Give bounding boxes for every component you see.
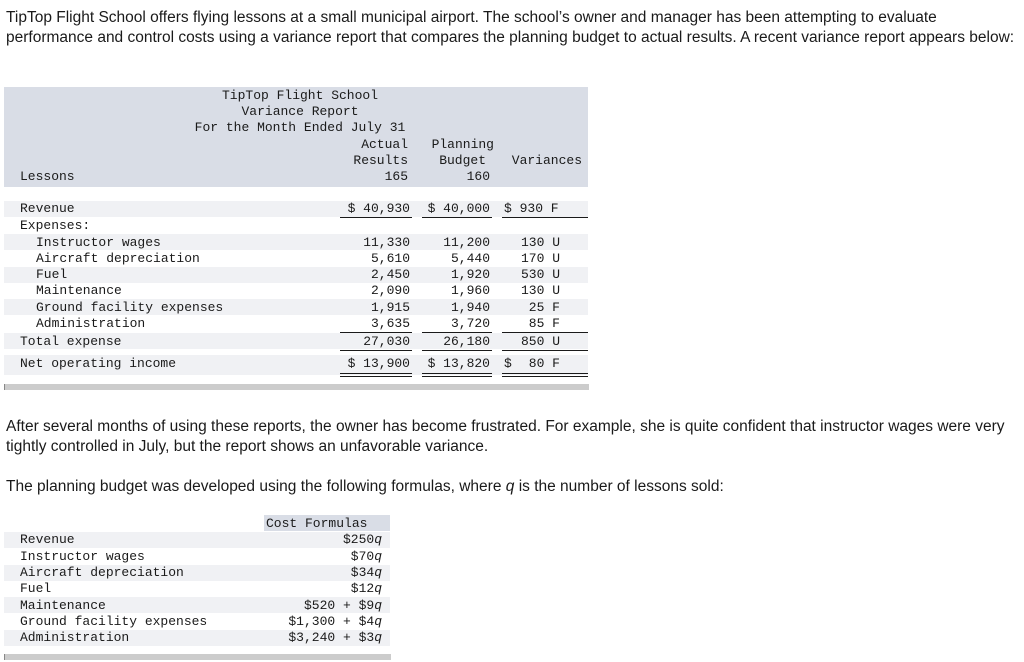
cost-formulas-header: Cost Formulas <box>266 516 368 531</box>
expense-variance: 130 U <box>520 235 560 250</box>
expense-variance: 170 U <box>520 251 560 266</box>
q-variable: q <box>505 478 515 495</box>
revenue-variance: $ 930 F <box>504 201 559 216</box>
formula-label: Aircraft depreciation <box>20 565 184 580</box>
noi-planning: $ 13,820 <box>427 356 490 371</box>
formula-text: $3,240 + $3 <box>288 630 375 645</box>
underline <box>502 350 588 351</box>
double-underline <box>422 373 492 377</box>
expense-variance: 130 U <box>520 283 560 298</box>
formula-q: q <box>374 598 382 613</box>
col-actual-header-1: Actual <box>361 137 408 152</box>
expense-planning: 1,920 <box>450 267 490 282</box>
expense-label: Fuel <box>36 267 68 282</box>
formula-text: $34 <box>350 565 375 580</box>
intro-paragraph: TipTop Flight School offers flying lessons at a small municipal airport. The school’s owner and manager has been attempting to evaluate performance and control costs using a variance report that compares the planning budget to actual results. A recent variance report appears below: <box>6 9 1015 46</box>
formula-value <box>260 549 382 564</box>
formula-label: Instructor wages <box>20 549 145 564</box>
expense-planning: 1,960 <box>450 283 490 298</box>
formula-label: Administration <box>20 630 130 645</box>
total-expense-variance: 850 U <box>520 334 560 349</box>
revenue-actual: $ 40,930 <box>347 201 410 216</box>
expense-actual: 5,610 <box>370 251 410 266</box>
frustration-paragraph: After several months of using these reports, the owner has become frustrated. For example, she is quite confident that instructor wages were very tightly controlled in July, but the report shows an unfavorable variance. <box>6 418 1005 455</box>
underline <box>340 217 412 218</box>
expense-label: Maintenance <box>36 283 122 298</box>
lessons-planning: 160 <box>466 169 490 184</box>
total-expense-actual: 27,030 <box>363 334 410 349</box>
formula-q: q <box>374 549 382 564</box>
expense-variance: 85 F <box>528 316 560 331</box>
expense-label: Ground facility expenses <box>36 300 224 315</box>
formula-label: Fuel <box>20 581 52 596</box>
expense-actual: 1,915 <box>370 300 410 315</box>
col-planning-header-2: Budget <box>439 153 486 168</box>
underline <box>422 350 492 351</box>
formula-label: Ground facility expenses <box>20 614 208 629</box>
formula-text: $70 <box>350 549 375 564</box>
expense-planning: 5,440 <box>450 251 490 266</box>
double-underline <box>502 373 588 377</box>
formula-value <box>260 630 382 645</box>
horizontal-scrollbar[interactable] <box>4 654 391 660</box>
expense-planning: 11,200 <box>443 235 490 250</box>
formula-q: q <box>374 565 382 580</box>
expense-actual: 3,635 <box>370 316 410 331</box>
expense-actual: 2,450 <box>370 267 410 282</box>
formula-text: $12 <box>350 581 375 596</box>
expense-planning: 1,940 <box>450 300 490 315</box>
expense-variance: 25 F <box>528 300 560 315</box>
formula-q: q <box>374 630 382 645</box>
revenue-label: Revenue <box>20 201 75 216</box>
expense-actual: 2,090 <box>370 283 410 298</box>
underline <box>502 217 588 218</box>
formula-q: q <box>374 532 382 547</box>
formula-text: $250 <box>342 532 375 547</box>
expense-actual: 11,330 <box>363 235 410 250</box>
expense-label: Aircraft depreciation <box>36 251 200 266</box>
total-expense-planning: 26,180 <box>443 334 490 349</box>
noi-variance: 80 F <box>528 356 560 371</box>
formula-value <box>260 598 382 613</box>
underline <box>340 350 412 351</box>
total-expense-label: Total expense <box>20 334 122 349</box>
noi-actual: $ 13,900 <box>347 356 410 371</box>
expense-label: Instructor wages <box>36 235 161 250</box>
lessons-label: Lessons <box>20 169 75 184</box>
row-band <box>4 201 588 217</box>
noi-label: Net operating income <box>20 356 177 371</box>
formula-value <box>260 614 382 629</box>
formula-label: Maintenance <box>20 598 106 613</box>
formula-q: q <box>374 581 382 596</box>
double-underline <box>340 373 412 377</box>
col-actual-header-2: Results <box>353 153 408 168</box>
formula-label: Revenue <box>20 532 75 547</box>
report-title: TipTop Flight School <box>221 88 379 103</box>
lessons-actual: 165 <box>384 169 408 184</box>
underline <box>422 217 492 218</box>
formula-text: $1,300 + $4 <box>288 614 375 629</box>
expenses-label: Expenses: <box>20 218 91 233</box>
report-subtitle: Variance Report <box>241 104 359 119</box>
report-period: For the Month Ended July 31 <box>194 120 406 135</box>
formula-intro-text: The planning budget was developed using the following formulas, where <box>6 478 506 495</box>
expense-planning: 3,720 <box>450 316 490 331</box>
formula-intro-text-end: is the number of lessons sold: <box>514 478 724 495</box>
revenue-planning: $ 40,000 <box>427 201 490 216</box>
expense-label: Administration <box>36 316 146 331</box>
formula-value <box>260 532 382 547</box>
expense-variance: 530 U <box>520 267 560 282</box>
noi-variance-dollar: $ <box>504 356 512 371</box>
formula-intro-paragraph <box>6 477 1006 497</box>
col-planning-header-1: Planning <box>431 137 494 152</box>
formula-value <box>260 565 382 580</box>
formula-text: $520 + $9 <box>303 598 375 613</box>
col-variances-header: Variances <box>511 153 582 168</box>
formula-value <box>260 581 382 596</box>
formula-q: q <box>374 614 382 629</box>
horizontal-scrollbar[interactable] <box>4 384 589 390</box>
